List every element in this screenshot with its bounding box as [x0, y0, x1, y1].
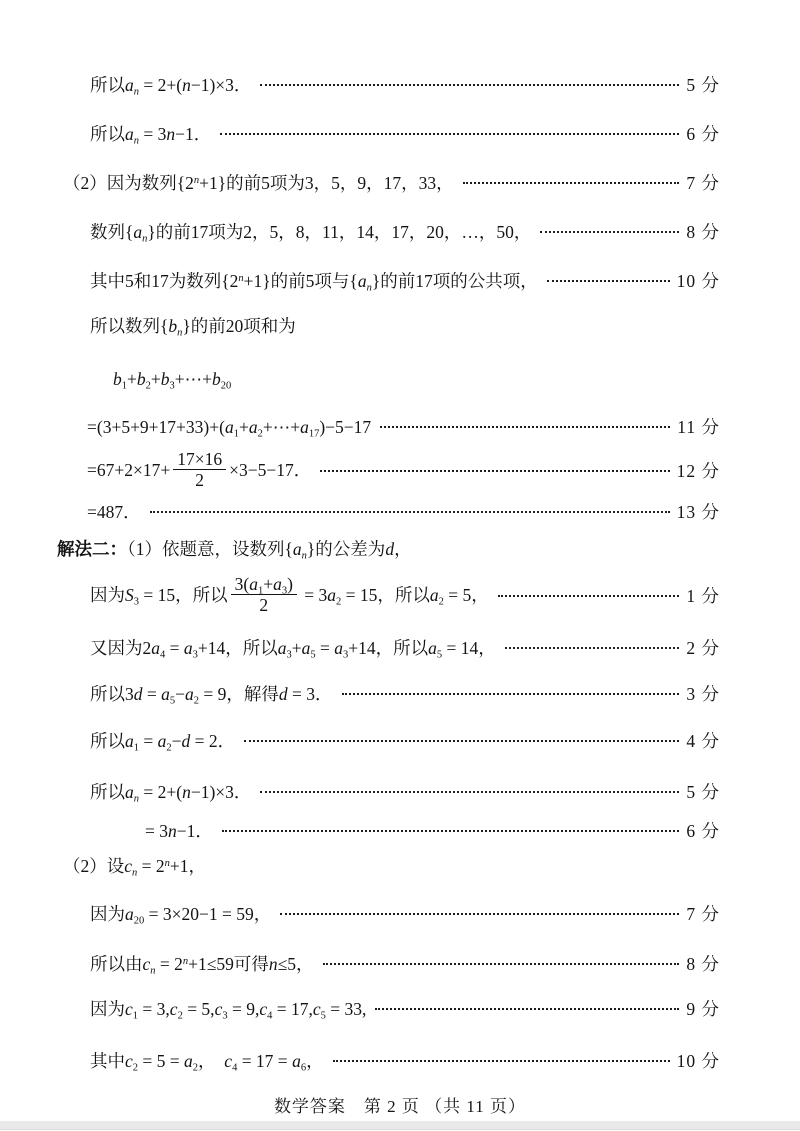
score-label: 6 分	[686, 821, 720, 841]
solution-step	[57, 539, 720, 561]
dot-leader	[260, 84, 679, 86]
math-text: $b_1+b_2+b_3+\cdots+b_{20}$	[113, 369, 232, 392]
dot-leader	[540, 231, 679, 233]
math-text: 其中$c_2 = 5 = a_2$， $c_4 = 17 = a_6$，	[90, 1051, 324, 1074]
score-label: 5 分	[686, 782, 720, 802]
solution-step	[90, 999, 720, 1021]
solution-step	[90, 954, 720, 976]
math-text: =67+2×17+ $\frac{17\times 16}{2}$ ×3−5−17．	[87, 449, 312, 491]
page-footer: 数学答案 第 2 页 （共 11 页）	[273, 1097, 527, 1116]
page-bottom-edge	[0, 1121, 800, 1130]
math-text: 解法二：（1）依题意，设数列$\{a_n\}$的公差为d，	[57, 539, 412, 562]
solution-step	[87, 502, 720, 524]
score-label: 7 分	[686, 173, 720, 193]
math-text: 所以$a_n = 2+(n-1)\times 3$．	[90, 75, 252, 98]
solution-step	[87, 417, 720, 439]
score-label: 12 分	[676, 460, 720, 481]
dot-leader	[323, 963, 680, 965]
math-text: 所以$a_n = 2+(n-1)\times 3$．	[90, 782, 252, 805]
score-label: 7 分	[686, 904, 720, 924]
solution-step	[87, 449, 720, 492]
math-text: 其中5和17为数列$\{2^n+1\}$的前5项与$\{a_n\}$的前17项的公共项，	[90, 271, 538, 294]
solution-step	[90, 124, 720, 146]
math-text: 所以$a_n = 3n-1$．	[90, 124, 212, 147]
dot-leader	[333, 1060, 670, 1062]
math-text: 又因为$2a_4 = a_3+14$，所以$a_3+a_5 = a_3+14$，所以$a_5 = 14$，	[90, 638, 496, 661]
dot-leader	[547, 280, 670, 282]
math-text: 因为$a_{20} = 3\times 20-1 = 59$，	[90, 904, 272, 927]
math-text: （2）设$c_n = 2^n+1$，	[63, 856, 207, 879]
dot-leader	[222, 830, 680, 832]
score-label: 5 分	[686, 75, 720, 95]
dot-leader	[220, 133, 679, 135]
solution-step	[90, 574, 720, 617]
solution-step	[63, 173, 720, 195]
solution-step	[90, 222, 720, 244]
dot-leader	[463, 182, 680, 184]
score-label: 13 分	[676, 502, 720, 522]
solution-step	[90, 684, 720, 706]
score-label: 6 分	[686, 124, 720, 144]
dot-leader	[342, 693, 680, 695]
solution-step	[90, 731, 720, 753]
score-label: 4 分	[686, 731, 720, 751]
math-text: $=(3+5+9+17+33)+(a_1+a_2+\cdots+a_{17})-5-17$	[87, 417, 372, 440]
score-label: 10 分	[676, 1051, 720, 1071]
dot-leader	[260, 791, 679, 793]
math-text: = 3n−1．	[145, 821, 213, 841]
score-label: 9 分	[686, 999, 720, 1019]
solution-step	[90, 271, 720, 293]
solution-step	[63, 856, 720, 878]
math-text: 因为$c_1 = 3,c_2 = 5,c_3 = 9,c_4 = 17,c_5 = 33$,	[90, 999, 367, 1022]
score-label: 2 分	[686, 638, 720, 658]
solution-step	[113, 369, 720, 391]
math-text: 所以数列$\{b_n\}$的前20项和为	[90, 316, 296, 339]
solution-step	[90, 638, 720, 660]
dot-leader	[505, 647, 680, 649]
score-label: 3 分	[686, 684, 720, 704]
solution-step	[90, 316, 720, 338]
solution-step	[90, 1051, 720, 1073]
math-text: （2）因为数列$\{2^n+1\}$的前5项为3，5，9，17，33，	[63, 173, 454, 193]
math-text: 所以$a_1 = a_2-d = 2$．	[90, 731, 236, 754]
solution-step	[90, 75, 720, 97]
math-text: 所以$3d = a_5-a_2 = 9$，解得d = 3．	[90, 684, 333, 707]
dot-leader	[498, 595, 680, 597]
solution-step	[145, 821, 720, 843]
math-text: 因为$S_3 = 15$，所以 $\frac{3(a_1+a_3)}{2}$ = $3a_2 = 15$，所以$a_2 = 5$，	[90, 574, 489, 616]
score-label: 8 分	[686, 954, 720, 974]
dot-leader	[244, 740, 679, 742]
score-label: 10 分	[676, 271, 720, 291]
dot-leader	[380, 426, 670, 428]
dot-leader	[280, 913, 679, 915]
score-label: 11 分	[677, 417, 720, 437]
math-text: =487．	[87, 502, 141, 522]
dot-leader	[320, 470, 669, 472]
dot-leader	[375, 1008, 679, 1010]
solution-step	[90, 904, 720, 926]
math-text: 数列$\{a_n\}$的前17项为2，5，8，11，14，17，20，…，50，	[90, 222, 532, 245]
solution-step	[90, 782, 720, 804]
math-text: 所以由$c_n = 2^n+1\le 59$可得n≤5，	[90, 954, 314, 977]
score-label: 8 分	[686, 222, 720, 242]
dot-leader	[150, 511, 670, 513]
score-label: 1 分	[686, 585, 720, 606]
